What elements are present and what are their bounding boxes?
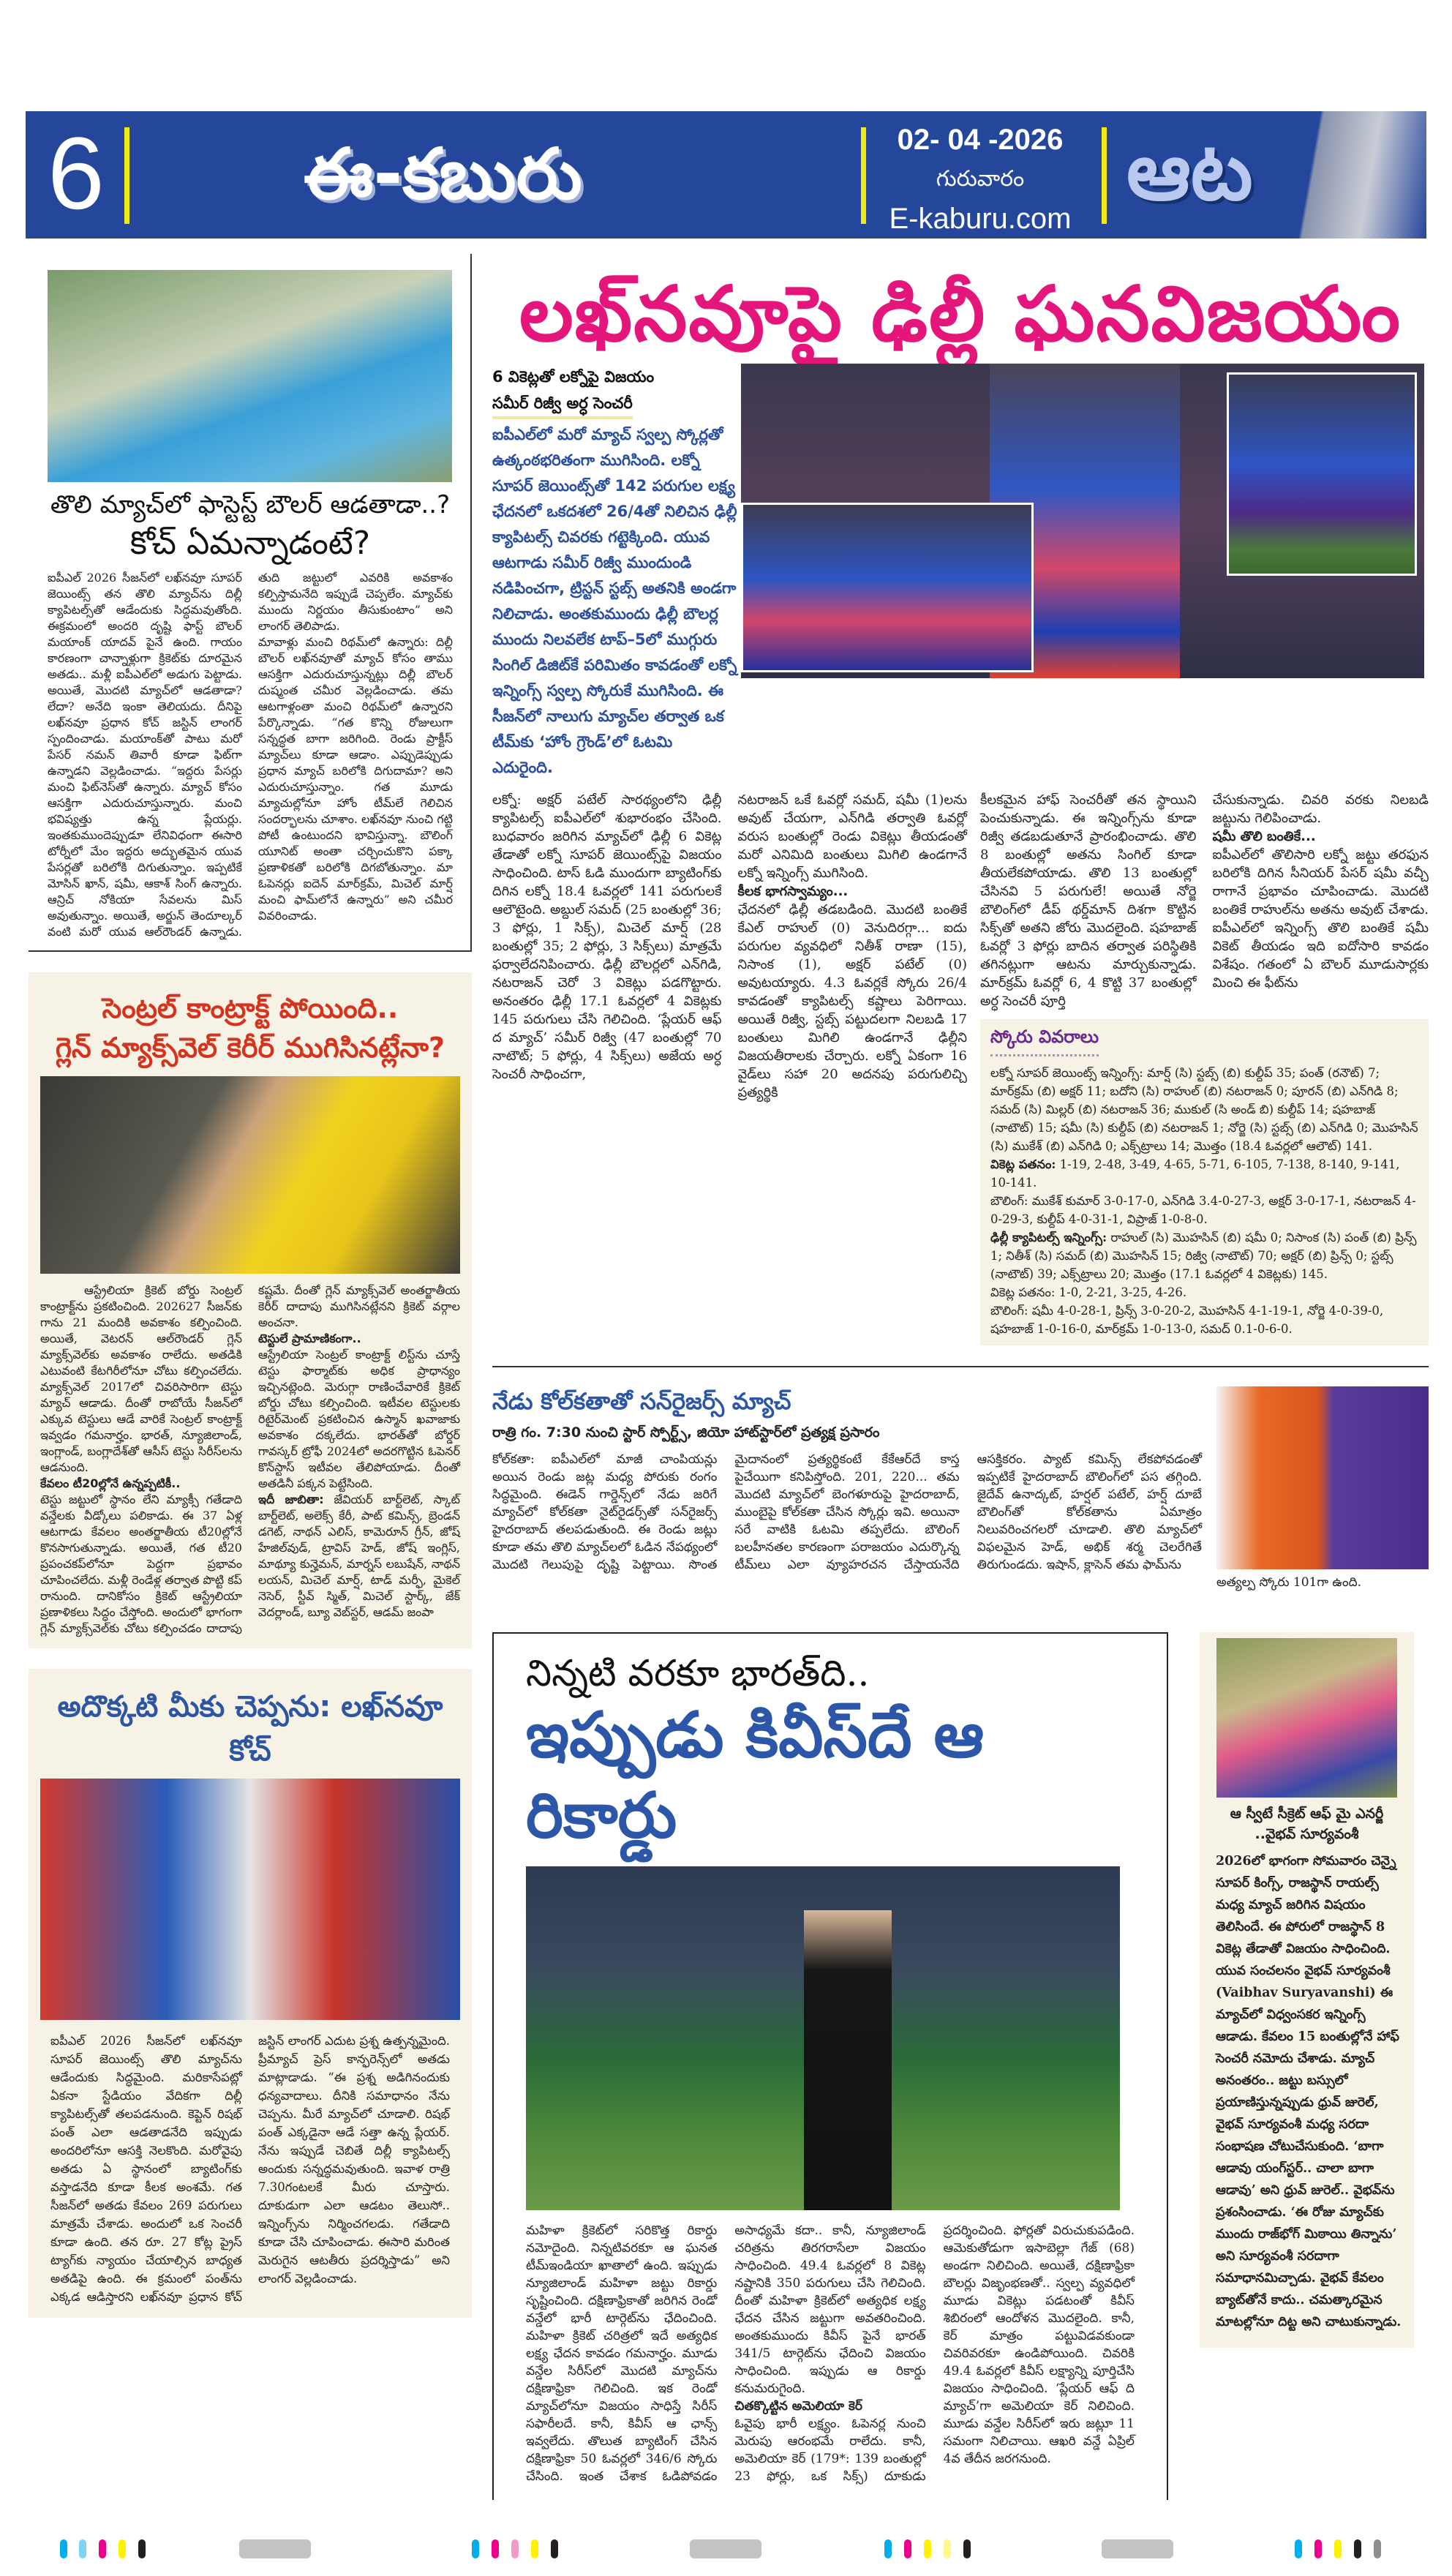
srh-photo-block bbox=[1216, 1386, 1429, 1591]
maxwell-article bbox=[29, 972, 472, 1648]
page-number: 6 bbox=[48, 116, 105, 230]
main-story-columns bbox=[492, 791, 967, 1102]
color-swatch bbox=[138, 2539, 146, 2558]
section-name: ఆట bbox=[1126, 124, 1253, 218]
kicker: 6 వికెట్లతో లక్నోపై విజయం bbox=[492, 368, 655, 386]
player-list: జేవియర్ బార్ట్‌లెట్, స్కాట్ బార్ట్‌లెట్, అలెక్స్ కేరీ, పాట్ కమిన్స్, బ్రెండన్ డగెట్, నాథన్ ఎలిస్, కామెరూన్ గ్రీన్, జోష్ హేజిల్‌వుడ్, ట్రావిస్ హెడ్, జోష్ ఇంగ్లిస్, మాథ్యూ కున్హెమన్, మార్నస్ లబుషేన్, నాథన్ లయన్, మిచెల్ మార్ష్, టాడ్ మర్ఫీ, మైకెల్ నెసెర్, స్టీవ్ స్మిత్, మిచెల్ స్టార్క్, జేక్ వెదర్లాండ్, బ్యూ వెబ్‌స్టర్, ఆడమ్ జంపా bbox=[258, 1492, 460, 1619]
color-swatch bbox=[472, 2539, 479, 2558]
section-divider bbox=[492, 1366, 1429, 1367]
gray-patch bbox=[239, 2539, 311, 2558]
headline-line: ఆ స్వీటే సీక్రెట్ ఆఫ్ మై ఎనర్జీ bbox=[1230, 1806, 1384, 1822]
color-swatch bbox=[551, 2539, 558, 2558]
color-swatch bbox=[924, 2539, 931, 2558]
color-swatch bbox=[963, 2539, 971, 2558]
masthead bbox=[26, 111, 1426, 239]
color-swatch bbox=[99, 2539, 106, 2558]
bottom-row-holder bbox=[478, 1612, 1443, 2500]
srh-kkr-captains-photo bbox=[1216, 1386, 1429, 1569]
article-body: కోల్‌కతా: ఐపీఎల్‌లో మాజీ చాంపియన్లు అయిన రెండు జట్ల మధ్య పోరుకు రంగం సిద్ధమైంది. ఈడెన్ గార్డెన్స్‌లో నేడు జరిగే మ్యాచ్‌లో కోల్‌కతా నైట్‌రైడర్స్‌తో సన్‌రైజర్స్ హైదరాబాద్ తలపడుతుంది. ఈ రెండు జట్లు కూడా తమ తొలి మ్యాచ్‌లలో ఓడిన నేపథ్యంలో మొదటి గెలుపుపై దృష్టి పెట్టాయి. సొంత మైదానంలో ప్రత్యర్థికంటే కేకేఆర్‌దే కాస్త పైచేయిగా కనిపిస్తోంది. 201, 220... తమ మొదటి మ్యాచ్‌లో బెంగళూరుపై హైదరాబాద్, ముంబైపై కోల్‌కతా చేసిన స్కోర్లు ఇవి. అయినా సరే వాటికి ఓటమి తప్పలేదు. బౌలింగ్ బలహీనతల కారణంగా పరాజయం ఎదుర్కొన్న టీమ్‌లు ఎలా వ్యూహరచన చేస్తాయనేది ఆసక్తికరం. ప్యాట్ కమిన్స్ లేకపోవడంతో ఇప్పటికే హైదరాబాద్ బౌలింగ్‌లో పస తగ్గింది. జైదేవ్ ఉనాద్కట్, హర్షల్ పటేల్, హర్ష్ దూబే బౌలింగ్‌తో కోల్‌కతాను ఏమాత్రం నిలువరించగలరో చూడాలి. తొలి మ్యాచ్‌లో విఫలమైన హెడ్, అభిక్ శర్మ చెలరేగితే తిరుగుండదు. ఇషాన్, క్లాసెన్ తమ ఫామ్‌ను bbox=[492, 1452, 1202, 1572]
article-body: 2026లో భాగంగా సోమవారం చెన్నై సూపర్ కింగ్స్, రాజస్థాన్ రాయల్స్ మధ్య మ్యాచ్ జరిగిన విషయం తెలిసిందే. ఈ పోరులో రాజస్థాన్ 8 వికెట్ల తేడాతో విజయం సాధించింది. యువ సంచలనం వైభవ్ సూర్యవంశీ (Vaibhav Suryavanshi) ఈ మ్యాచ్‌లో విధ్వంసకర ఇన్నింగ్స్ ఆడాడు. కేవలం 15 బంతుల్లోనే హాఫ్ సెంచరీ నమోదు చేశాడు. మ్యాచ్ అనంతరం.. జట్టు బస్సులో ప్రయాణిస్తున్నప్పుడు ధ్రువ్ జురెల్, వైభవ్ సూర్యవంశీ మధ్య సరదా సంభాషణ చోటుచేసుకుంది. ‘బాగా ఆడావు యంగ్‌స్టర్.. చాలా బాగా ఆడావు’ అని ధ్రువ్ జురెల్.. వైభవ్‌ను ప్రశంసించాడు. ‘ఈ రోజు మ్యాచ్‌కు ముందు రాజ్‌భోగ్ మిఠాయి తిన్నాను’ అని సూర్యవంశీ సరదాగా సమాధానమిచ్చాడు. వైభవ్ కేవలం బ్యాట్‌తోనే కాదు.. చమత్కారమైన మాటల్లోనూ దిట్ట అని చాటుకున్నాడు. bbox=[1216, 1854, 1402, 2329]
paragraph: చేసుకున్నాడు. చివరి వరకు నిలబడి జట్టును గెలిపించాడు. bbox=[1212, 792, 1429, 826]
subheading: కేవలం టీ20ల్లోనే ఉన్నప్పటికీ.. bbox=[40, 1476, 181, 1490]
color-bar-strip bbox=[0, 2539, 1452, 2558]
kiwi-record-article bbox=[492, 1632, 1168, 2500]
paragraph: లక్నో: అక్షర్ పటేల్ సారథ్యంలోని ఢిల్లీ క్యాపిటల్స్ ఐపీఎల్‌లో శుభారంభం చేసింది. బుధవారం జరిగిన మ్యాచ్‌లో ఢిల్లీ 6 వికెట్ల తేడాతో లక్నో సూపర్ జెయింట్స్‌పై విజయం సాధించింది. టాస్ ఓడి ముందుగా బ్యాటింగ్‌కు దిగిన లక్నో 18.4 ఓవర్లలో 141 పరుగులకే ఆలౌటైంది. అబ్దుల్ సమద్ (25 బంతుల్లో 36; 3 ఫోర్లు, 1 సిక్స్), మిచెల్ మార్ష్ (28 బంతుల్లో 35; 2 ఫోర్లు, 3 సిక్స్‌లు) మాత్రమే ఫర్వాలేదనిపించారు. ఢిల్లీ బౌలర్లలో ఎన్‌గిడి, నటరాజన్ చెరో 3 వికెట్లు పడగొట్టారు. అనంతరం ఢిల్లీ 17.1 ఓవర్లలో 4 వికెట్లకు 145 పరుగులు చేసి గెలిచింది. ‘ప్లేయర్ ఆఫ్ ద మ్యాచ్’ సమీర్ రిజ్వీ (47 బంతుల్లో 70 నాటౌట్; 5 ఫోర్లు, 4 సిక్స్‌లు) అజేయ అర్ధ సెంచరీ సాధించగా, bbox=[492, 792, 722, 1082]
amelia-kerr-photo bbox=[526, 1866, 1120, 2210]
list-label: ఇదీ జాబితా: bbox=[258, 1492, 324, 1506]
fall-of-wickets: వికెట్ల పతనం: 1-0, 2-21, 3-25, 4-26. bbox=[990, 1285, 1187, 1299]
coach-article bbox=[29, 254, 472, 952]
article-headline: అదొక్కటి మీకు చెప్పను: లఖ్‌నవూ కోచ్ bbox=[57, 1690, 443, 1768]
intro-text: ఐపీఎల్‌లో మరో మ్యాచ్ స్వల్ప స్కోర్లతో ఉత్కంఠభరితంగా ముగిసింది. లక్నో సూపర్ జెయింట్స్‌తో 142 పరుగుల లక్ష్య ఛేదనలో ఒకదశలో 26/4తో నిలిచిన ఢిల్లీ క్యాపిటల్స్ చివరకు గట్టెక్కింది. యువ ఆటగాడు సమీర్ రిజ్వీ ముందుండి నడిపించగా, ట్రిస్టన్ స్టబ్స్ అతనికి అండగా నిలిచాడు. అంతకుముందు ఢిల్లీ బౌలర్ల ముందు నిలవలేక టాప్–5లో ముగ్గురు సింగిల్ డిజిట్‌కే పరిమితం కావడంతో లక్నో ఇన్నింగ్స్ స్వల్ప స్కోరుకే ముగిసింది. ఈ సీజన్‌లో నాలుగు మ్యాచ్‌ల తర్వాత ఒక టీమ్‌కు ‘హోం గ్రౌండ్’లో ఓటమి ఎదురైంది. bbox=[492, 426, 737, 776]
paragraph: ఛేదనలో ఢిల్లీ తడబడింది. మొదటి బంతికే కేఎల్ రాహుల్ (0) వెనుదిరగ్గా... ఐదు పరుగుల వ్యవధిలో నితీశ్ రాణా (15), నిసాంక (1), అక్షర్ పటేల్ (0) అవుటయ్యారు. 4.3 ఓవర్లకే స్కోరు 26/4 కావడంతో క్యాపిటల్స్ కష్టాలు పెరిగాయి. అయితే రిజ్వీ, స్టబ్స్ పట్టుదలగా నిలబడి 17 బంతులు మిగిలి ఉండగానే ఢిల్లీని విజయతీరాలకు చేర్చారు. లక్నో ఏకంగా 16 వైడ్‌లు సహా 20 అదనపు పరుగులిచ్చి ప్రత్యర్థికి bbox=[737, 902, 967, 1100]
paragraph: టెస్టు జట్టులో స్థానం లేని మ్యాక్సీ గతేడాది వన్డేలకు వీడ్కోలు పలికాడు. ఈ 37 ఏళ్ల ఆటగాడు కేవలం అంతర్జాతీయ టీ20ల్లోనే కొనసాగుతున్నాడు. అయితే, గత టీ20 ప్రపంచకప్‌లోనూ పెద్దగా ప్రభావం చూపించలేదు. మళ్లీ రెండేళ్ల తర్వాత పొట్టి కప్ రానుంది. దానికోసం క్రికెట్ ఆస్ట్రేలియా ప్రణాళికలు సిద్ధం చేస్తోంది. అందులో భాగంగా గ్లెన్ మ్యాక్స్‌వెల్‌కు చోటు కల్పించడం దాదాపు కష్టమే. దీంతో గ్లెన్ మ్యాక్స్‌వెల్ అంతర్జాతీయ కెరీర్ దాదాపు ముగిసినట్లేనని క్రికెట్ వర్గాల అంచనా. bbox=[40, 1283, 460, 1635]
color-swatch bbox=[79, 2539, 86, 2558]
main-story-columns bbox=[980, 791, 1429, 1010]
article-body bbox=[526, 2222, 1135, 2485]
divider bbox=[861, 127, 866, 224]
color-swatch bbox=[492, 2539, 499, 2558]
bowling-figures: బౌలింగ్: షమీ 4-0-28-1, ప్రిన్స్ 3-0-20-2, మొహసిన్ 4-1-19-1, నోర్జె 4-0-39-0, షహబాజ్ 1-0-16-0, మార్‌క్రమ్ 1-0-13-0, సమద్ 0.1-0-6-0. bbox=[990, 1304, 1384, 1336]
main-photo-collage bbox=[741, 364, 1424, 678]
gray-patch bbox=[690, 2539, 761, 2558]
headline-line: ..వైభవ్ సూర్యవంశీ bbox=[1254, 1826, 1359, 1842]
vaibhav-suryavanshi-photo bbox=[1216, 1638, 1397, 1798]
divider bbox=[124, 127, 129, 224]
innings-label: ఢిల్లీ క్యాపిటల్స్ ఇన్నింగ్స్: bbox=[990, 1231, 1107, 1244]
article-headline bbox=[1207, 1803, 1407, 1844]
main-story-top bbox=[492, 364, 1429, 781]
player-figure bbox=[804, 1910, 892, 2210]
fow-label: వికెట్ల పతనం: bbox=[990, 1157, 1056, 1171]
srh-article bbox=[492, 1386, 1429, 1591]
innings-card: మార్ష్ (సి) స్టబ్స్ (బి) కుల్దీప్ 35; పంత్ (రనౌట్) 7; మార్‌క్రమ్ (బి) అక్షర్ 11; బదోని (సి) రాహుల్ (బి) నటరాజన్ 0; పూరన్ (బి) ఎన్‌గిడి 8; సమద్ (సి) మిల్లర్ (బి) నటరాజన్ 36; ముకుల్ (సి అండ్ బి) కుల్దీప్ 14; షహబాజ్ (నాటౌట్) 15; షమీ (సి) కుల్దీప్ (బి) నటరాజన్ 1; నోర్జె (సి) స్టబ్స్ (బి) ఎన్‌గిడి 0; మొహసిన్ (సి) ముకేశ్ (బి) ఎన్‌గిడి 0; ఎక్స్‌ట్రాలు 14; మొత్తం (18.4 ఓవర్లలో ఆలౌట్) 141. bbox=[990, 1066, 1418, 1153]
paragraph: ఐపీఎల్‌లో తొలిసారి లక్నో జట్టు తరఫున బరిలోకి దిగిన సీనియర్ పేసర్ షమీ వచ్చీ రాగానే ప్రభావం చూపించాడు. మొదటి బంతికే రాహుల్‌ను అతను అవుట్ చేశాడు. ఐపీఎల్‌లో ఇన్నింగ్స్ తొలి బంతికే షమీ వికెట్ తీయడం ఇది ఐదోసారి కావడం విశేషం. గతంలో ఏ బౌలర్ మూడుసార్లకు మించి ఈ ఫీట్‌ను bbox=[1212, 847, 1429, 991]
color-swatch bbox=[944, 2539, 951, 2558]
divider bbox=[1102, 127, 1107, 224]
kicker: సమీర్ రిజ్వీ అర్ధ సెంచరీ bbox=[492, 390, 633, 419]
paragraph: కీలకమైన హాఫ్ సెంచరీతో తన స్థాయిని పెంచుకున్నాడు. ఈ ఇన్నింగ్స్‌ను కూడా రిజ్వీ తడబడుతూనే ప్రారంభించాడు. తొలి 8 బంతుల్లో అతను సింగిల్ కూడా తీయలేకపోయాడు. తొలి 13 బంతుల్లో చేసినవి 5 పరుగులే! అయితే నోర్జె బౌలింగ్‌లో డీప్ థర్డ్‌మాన్ దిశగా కొట్టిన సిక్స్‌తో అతని జోరు మొదలైంది. షహబాజ్ ఓవర్లో 3 ఫోర్లు బాదిన తర్వాత పరిస్థితికి తగినట్లుగా ఆటను మార్చుకున్నాడు. మార్‌క్రమ్ ఓవర్లో 6, 4 కొట్టి 37 బంతుల్లో అర్ధ సెంచరీ పూర్తి bbox=[980, 792, 1197, 1009]
paper-title-logo: ఈ-కబురు bbox=[304, 133, 582, 215]
article-headline: నేడు కోల్‌కతాతో సన్‌రైజర్స్ మ్యాచ్ bbox=[492, 1389, 791, 1415]
article-headline: తొలి మ్యాచ్‌లో ఫాస్టెస్ట్ బౌలర్ ఆడతాడా..? bbox=[50, 490, 451, 519]
color-swatch bbox=[1314, 2539, 1322, 2558]
right-area bbox=[492, 265, 1429, 1591]
lsg-players-photo bbox=[40, 1779, 460, 2020]
paragraph: మహిళా క్రికెట్‌లో సరికొత్త రికార్డు నమోదైంది. నిన్నటివరకూ ఆ ఘనత టీమ్ఇండియా ఖాతాలో ఉంది. ఇప్పుడు న్యూజిలాండ్ మహిళా జట్టు రికార్డు సృష్టించింది. దక్షిణాఫ్రికాతో జరిగిన రెండో వన్డేలో భారీ టార్గెట్‌ను ఛేదించింది. మహిళా క్రికెట్ చరిత్రలో ఇదే అత్యధిక లక్ష్య ఛేదన కావడం గమనార్హం. మూడు వన్డేల సిరీస్‌లో మొదటి మ్యాచ్‌ను దక్షిణాఫ్రికా గెలిచింది. ఇక రెండో మ్యాచ్‌లోనూ విజయం సాధిస్తే సిరీస్ సఫారీలదే. కానీ, కివీస్ ఆ ఛాన్స్ ఇవ్వలేదు. తొలుత బ్యాటింగ్ చేసిన దక్షిణాఫ్రికా 50 ఓవర్లలో 346/6 స్కోరు చేసింది. ఇంత చేశాక ఓడిపోవడం అసాధ్యమే కదా.. కానీ, న్యూజిలాండ్ చరిత్రను తిరగరాసేలా విజయం సాధించింది. 49.4 ఓవర్లలో 8 వికెట్ల నష్టానికి 350 పరుగులు చేసి గెలిచింది. దీంతో మహిళా క్రికెట్‌లో అత్యధిక లక్ష్య ఛేదన చేసిన జట్టుగా అవతరించింది. అంతకుముందు కివీస్ పైనే భారత్ 341/5 టార్గెట్‌ను ఛేదించి విజయం సాధించింది. ఇప్పుడు ఆ రికార్డు కనుమరుగైంది. bbox=[526, 2223, 926, 2484]
color-swatch bbox=[119, 2539, 126, 2558]
scorecard-title: స్కోరు వివరాలు bbox=[990, 1026, 1099, 1056]
article-headline: గ్లెన్ మ్యాక్స్‌వెల్ కెరీర్ ముగిసినట్లేనా? bbox=[55, 1032, 445, 1064]
color-swatch bbox=[1295, 2539, 1302, 2558]
article-headline: కోచ్ ఏమన్నాడంటే? bbox=[129, 525, 371, 562]
main-story-right bbox=[980, 791, 1429, 1345]
langer-article bbox=[29, 1669, 472, 2318]
article-body bbox=[48, 570, 453, 940]
article-body bbox=[40, 1283, 460, 1637]
photo-caption: అత్యల్ప స్కోరు 101గా ఉంది. bbox=[1216, 1575, 1362, 1590]
bottom-row bbox=[478, 1632, 1443, 2500]
glenn-maxwell-photo bbox=[40, 1076, 460, 1274]
color-swatch bbox=[511, 2539, 519, 2558]
paragraph: ఐపీఎల్ 2026 సీజన్‌లో లఖ్‌నవూ సూపర్ జెయింట్స్ తన తొలి మ్యాచ్‌ను దిల్లీ క్యాపిటల్స్‌తో ఆడేందుకు సిద్ధమవుతోంది. ఈక్రమంలో అందరి దృష్టి ఫాస్ట్ బౌలర్ మయాంక్ యాదవ్ పైనే ఉంది. గాయం కారణంగా చాన్నాళ్లుగా క్రికెట్‌కు దూరమైన అతడు.. మళ్లీ ఐపీఎల్‌లో అడుగు పెట్టాడు. అయితే, మొదటి మ్యాచ్‌లో ఆడతాడా? లేదా? అనేది ఇంకా తెలియదు. దీనిపై లఖ్‌నవూ ప్రధాన కోచ్ జస్టిన్ లాంగర్ స్పందించాడు. మయాంక్‌తో పాటు మరో పేసర్ నమన్ తివారీ కూడా ఫిట్‌గా ఉన్నాడని వెల్లడించాడు. “ఇద్దరు పేసర్లు మంచి ఫిట్‌నెస్‌తో ఉన్నారు. మ్యాచ్ కోసం ఆసక్తిగా ఎదురుచూస్తున్నారు. మంచి భవిష్యత్తు ఉన్న ప్లేయర్లు. ఇంతకుముందెప్పుడూ లేనివిధంగా ఈసారి టోర్నీలో మేం ఇద్దరు అద్భుతమైన యువ పేసర్లతో బరిలోకి దిగుతున్నాం. ఇప్పటికే మోసిన్ ఖాన్, షమీ, ఆకాశ్ సింగ్ ఉన్నారు. ఆన్రిచ్ నోకియా సేవలను మిస్ అవుతున్నాం. అయితే, అర్జున్ తెందూల్కర్ వంటి మరో యువ ఆల్‌రౌండర్ ఉన్నాడు. తుది జట్టులో ఎవరికి అవకాశం కల్పిస్తామనేది ఇప్పుడే చెప్పలేం. మ్యాచ్‌కు ముందు నిర్ణయం తీసుకుంటాం” అని లాంగర్ తెలిపాడు. bbox=[48, 571, 453, 939]
left-column bbox=[29, 254, 472, 2318]
subheading: చితక్కొట్టిన అమెలియా కెర్ bbox=[734, 2399, 862, 2414]
kicker: నిన్నటి వరకూ భారత్‌ది.. bbox=[526, 1652, 870, 1694]
subheading: షమీ తొలి బంతికే... bbox=[1212, 829, 1316, 844]
paragraph: ఆస్ట్రేలియా సెంట్రల్ కాంట్రాక్ట్ లిస్ట్‌ను చూస్తే టెస్టు ఫార్మాట్‌కు అధిక ప్రాధాన్యం ఇచ్చినట్లెంది. మెరుగ్గా రాణించేవారికే క్రికెట్ బోర్డు చోటు కల్పించింది. ఇటీవల టెస్టులకు రిటైర్‌మెంట్ ప్రకటించిన ఉస్మాన్ ఖవాజాకు అవకాశం దక్కలేదు. భారత్‌తో బోర్డర్ గావస్కర్ ట్రోఫీ 2024లో అదరగొట్టిన ఓపెనర్ కొన్‌స్టాస్ ఇటీవల తేలిపోయాడు. దీంతో అతడినీ పక్కన పెట్టేసింది. bbox=[258, 1348, 460, 1490]
color-swatch bbox=[884, 2539, 892, 2558]
print-color-bars bbox=[0, 2517, 1452, 2558]
site-link[interactable]: E-kaburu.com bbox=[889, 203, 1072, 235]
issue-weekday: గురువారం bbox=[936, 167, 1025, 191]
kuldeep-yadav-photo bbox=[741, 503, 1034, 672]
vaibhav-article bbox=[1200, 1632, 1414, 2348]
issue-date: 02- 04 -2026 bbox=[897, 124, 1064, 156]
color-swatch bbox=[531, 2539, 538, 2558]
broadcast-info: రాత్రి గం. 7:30 నుంచి స్టార్ స్పోర్ట్స్, జియో హాట్‌స్టార్‌లో ప్రత్యక్ష ప్రసారం bbox=[492, 1424, 880, 1441]
main-story-body bbox=[492, 791, 1429, 1345]
innings-label: లక్నో సూపర్ జెయింట్స్ ఇన్నింగ్స్: bbox=[990, 1066, 1143, 1080]
main-headline: లఖ్‌నవూపై ఢిల్లీ ఘనవిజయం bbox=[519, 269, 1402, 358]
color-swatch bbox=[1374, 2539, 1381, 2558]
mayank-yadav-photo bbox=[48, 270, 452, 482]
article-body: ఐపీఎల్ 2026 సీజన్‌లో లఖ్‌నవూ సూపర్ జెయింట్స్ తొలి మ్యాచ్‌ను ఆడేందుకు సిద్ధమైంది. మరికాసేపట్లో ఏకనా స్టేడియం వేదికగా దిల్లీ క్యాపిటల్స్‌తో తలపడనుంది. కెప్టెన్ రిషభ్ పంత్ ఎలా ఆడతాడనేది ఇప్పుడు అందరిలోనూ ఆసక్తి నెలకొంది. మరోవైపు అతడు ఏ స్థానంలో బ్యాటింగ్‌కు వస్తాడనేది కూడా కీలక అంశమే. గత సీజన్‌లో అతడు కేవలం 269 పరుగులు మాత్రమే చేశాడు. అందులో ఒక సెంచరీ కూడా ఉంది. తన రూ. 27 కోట్ల ప్రైస్ ట్యాగ్‌కు న్యాయం చేయాల్సిన బాధ్యత అతడిపై ఉంది. ఈ క్రమంలో పంత్‌ను ఎక్కడ ఆడిస్తారని లఖ్‌నవూ ప్రధాన కోచ్ జస్టిన్ లాంగర్ ఎదుట ప్రశ్న ఉత్పన్నమైంది. ప్రీమ్యాచ్ ప్రెస్ కాన్ఫరెన్స్‌లో అతడు మాట్లాడాడు. “ఈ ప్రశ్న అడిగినందుకు ధన్యవాదాలు. దీనికి సమాధానం నేను చెప్పను. మీరే మ్యాచ్‌లో చూడాలి. రిషభ్ పంత్ ఎక్కడైనా ఆడే సత్తా ఉన్న ప్లేయర్. నేను ఇప్పుడే చెబితే దిల్లీ క్యాపిటల్స్ అందుకు సన్నద్ధమవుతుంది. ఇవాళ రాత్రి 7.30గంటలకే మీరు చూస్తారు. దూకుడుగా ఎలా ఆడటం తెలుసో.. ఇన్నింగ్స్‌ను నిర్మించగలడు. గతేడాది కూడా చేసి చూపించాడు. ఈసారి మరింత మెరుగైన ఆటతీరు ప్రదర్శిస్తాడు” అని లాంగర్ వెల్లడించాడు. bbox=[50, 2034, 450, 2304]
color-swatch bbox=[904, 2539, 911, 2558]
paragraph: మావాళ్లు మంచి రిథమ్‌లో ఉన్నారు: దిల్లీ బౌలర్ లఖ్‌నవూతో మ్యాచ్ కోసం తాము ఆసక్తిగా ఎదురుచూస్తున్నట్లు దిల్లీ బౌలర్ దుష్మంత చమీర వెల్లడించాడు. తమ ఆటగాళ్లంతా మంచి రిథమ్‌లో ఉన్నారని పేర్కొన్నాడు. “గత కొన్ని రోజులుగా సన్నద్ధత బాగా జరిగింది. రెండు ప్రాక్టీస్ మ్యాచ్‌లు కూడా ఆడాం. ఎప్పుడెప్పుడు ప్రధాన మ్యాచ్ బరిలోకి దిగుదామా? అని ఎదురుచూస్తున్నాం. గత మూడు మ్యాచుల్లోనూ హోం టీమ్‌లే గెలిచిన సందర్భాలను చూశాం. లఖ్‌నవూ నుంచి గట్టి పోటీ ఉంటుందని భావిస్తున్నా. బౌలింగ్ యూనిట్ అంతా చర్చించుకొని పక్కా ప్రణాళికతో బరిలోకి దిగబోతున్నాం. మా ఓపెనర్లు ఐదెన్ మార్‌క్రమ్, మిచెల్ మార్ష్ మంచి ఫామ్‌లోనే ఉన్నారు” అని చమీర వివరించాడు. bbox=[258, 635, 453, 923]
srh-main bbox=[492, 1386, 1202, 1574]
bowling-figures: బౌలింగ్: ముకేశ్ కుమార్ 3-0-17-0, ఎన్‌గిడి 3.4-0-27-3, అక్షర్ 3-0-17-1, నటరాజన్ 4-0-29-3, కుల్దీప్ 4-0-31-1, విప్రాజ్ 1-0-8-0. bbox=[990, 1194, 1416, 1226]
scorecard-box bbox=[980, 1019, 1429, 1345]
gray-patch bbox=[1102, 2539, 1173, 2558]
innings-card: రాహుల్ (సి) మొహసిన్ (బి) షమీ 0; నిసాంక (సి) పంత్ (బి) ప్రిన్స్ 1; నితీశ్ (సి) సమద్ (బి) మొహసిన్ 15; రిజ్వీ (నాటౌట్) 70; అక్షర్ (బి) ప్రిన్స్ 0; స్టబ్స్ (నాటౌట్) 39; ఎక్స్‌ట్రాలు 20; మొత్తం (17.1 ఓవర్లలో 4 వికెట్లకు) 145. bbox=[990, 1231, 1417, 1281]
paragraph: నటరాజన్ ఒకే ఓవర్లో సమద్, షమీ (1)లను అవుట్ చేయగా, ఎన్‌గిడి తర్వాతి ఓవర్లో వరుస బంతుల్లో రెండు వికెట్లు తీయడంతో మరో ఎనిమిది బంతులు మిగిలి ఉండగానే లక్నో ఇన్నింగ్స్ ముగిసింది. bbox=[737, 792, 967, 881]
article-headline: ఇప్పుడు కివీస్‌దే ఆ రికార్డు bbox=[526, 1699, 985, 1852]
subheading: కీలక భాగస్వామ్యం... bbox=[737, 884, 849, 899]
section-logo bbox=[1112, 111, 1426, 239]
main-story-intro bbox=[492, 364, 737, 781]
article-headline: సెంట్రల్ కాంట్రాక్ట్ పోయింది.. bbox=[102, 992, 399, 1024]
dc-celebration-photo bbox=[1227, 372, 1417, 576]
paragraph: ఓవైపు భారీ లక్ష్యం. ఓపెనర్ల నుంచి మెరుపు ఆరంభమే రాలేదు. కానీ, అమెలియా కెర్ (179*: 139 బంతుల్లో 23 ఫోర్లు, ఒక సిక్స్) దూకుడు ప్రదర్శించింది. ఫోర్లతో విరుచుకుపడింది. ఆమెకుతోడుగా ఇసాబెల్లా గేజ్ (68) అండగా నిలిచింది. అయితే, దక్షిణాఫ్రికా బౌలర్లు విజృంభణతో.. స్వల్ప వ్యవధిలో మూడు వికెట్లు పడటంతో కివీస్ శిబిరంలో ఆందోళన మొదలైంది. కానీ, కెర్ మాత్రం పట్టువిడవకుండా చివరివరకూ ఉండిపోయింది. చివరికి 49.4 ఓవర్లలో కివీస్ లక్ష్యాన్ని పూర్తిచేసి విజయం సాధించింది. ‘ప్లేయర్ ఆఫ్ ది మ్యాచ్’గా అమెలియా కెర్ నిలిచింది. మూడు వన్డేల సిరీస్‌లో ఇరు జట్లూ 11 సమంగా నిలిచాయి. ఆఖరి వన్డే ఏప్రిల్ 4వ తేదీన జరగనుంది. bbox=[734, 2223, 1135, 2484]
subheading: టెస్టులే ప్రామాణికంగా.. bbox=[258, 1332, 361, 1345]
color-swatch bbox=[1334, 2539, 1342, 2558]
paragraph: ఆస్ట్రేలియా క్రికెట్ బోర్డు సెంట్రల్ కాంట్రాక్ట్‌ను ప్రకటించింది. 202627 సీజన్‌కు గాను 21 మందికి అవకాశం కల్పించింది. అయితే, వెటరన్ ఆల్‌రౌండర్ గ్లెన్ మ్యాక్స్‌వెల్‌కు అవకాశం రాలేదు. అతడికి ఎటువంటి కేటగిరీలోనూ చోటు కల్పించలేదు. మ్యాక్స్‌వెల్ 2017లో చివరిసారిగా టెస్టు మ్యాచ్ ఆడాడు. దీంతో రాబోయే సీజన్‌లో ఎక్కువ టెస్టులు ఆడే వారికే సెంట్రల్ కాంట్రాక్ట్ ఇవ్వడం గమనార్హం. భారత్, న్యూజిలాండ్, ఇంగ్లాండ్, బంగ్లాదేశ్‌తో ఆసీస్ టెస్టు సిరీస్‌లను ఆడనుంది. bbox=[40, 1283, 242, 1474]
color-swatch bbox=[60, 2539, 67, 2558]
fall-of-wickets: 1-19, 2-48, 3-49, 4-65, 5-71, 6-105, 7-138, 8-140, 9-141, 10-141. bbox=[990, 1157, 1400, 1190]
color-swatch bbox=[1354, 2539, 1361, 2558]
date-block bbox=[867, 119, 1094, 240]
